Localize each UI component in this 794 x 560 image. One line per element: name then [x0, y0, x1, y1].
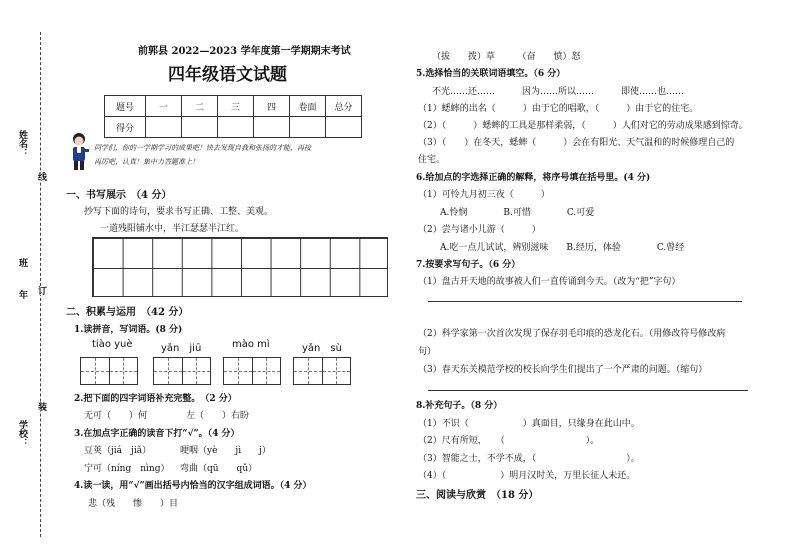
score-head-cell: 题号	[105, 96, 146, 117]
question-2: 2.把下面的四字词语补充完整。 （2 分）	[74, 394, 237, 404]
section-3-title: 三、阅读与欣赏 （18 分）	[416, 490, 539, 501]
q8-item-4: （4）（ ）明月汉时关，万里长征人未还。	[418, 471, 636, 481]
teacher-figure-icon	[68, 131, 90, 171]
score-head-cell: 一	[146, 96, 182, 117]
q7-answer-line-2[interactable]	[428, 390, 748, 391]
tips-line-1: 同学们，你的一学期学习的成果吧！快去发现自我和张扬的才能，再接	[94, 144, 311, 152]
q5-item-1: （1）蟋蟀的出名（ ）由于它的唱歌，（ ）由于它的住宅。	[418, 104, 699, 114]
tips-line-2: 再厉吧，认真！集中力答题准上！	[94, 158, 199, 166]
q8-item-1: （1）不识（ ）真面目，只缘身在此山中。	[418, 419, 640, 429]
question-4: 4.读一读，用“√”画出括号内恰当的汉字组成词语。（4 分）	[74, 481, 312, 491]
section-1-title: 一、书写展示 （4 分）	[66, 190, 172, 201]
question-1: 1.读拼音，写词语。(8 分)	[74, 325, 183, 335]
score-head-cell: 卷面	[290, 96, 326, 117]
grade-label: 年	[17, 290, 27, 299]
score-head-cell: 二	[182, 96, 218, 117]
pinyin-4: yǎn sù	[302, 343, 342, 354]
q6-item-1: （1）可怜九月初三夜（ ）	[418, 190, 550, 200]
q6-item-2-options: A.吃一点儿试试，辨别滋味 B.经历，体验 C.曾经	[440, 243, 685, 253]
pinyin-2: yǎn jiū	[161, 343, 202, 354]
score-cell[interactable]	[290, 117, 326, 138]
q8-item-2: （2）尺有所短， （ ）。	[418, 436, 600, 446]
pinyin-3: mào mì	[232, 339, 270, 350]
bind-char: 订	[36, 286, 46, 295]
q5-options: 不光……还…… 因为……所以…… 即使……也……	[432, 87, 685, 97]
q5-item-3-cont: 住宅。	[418, 155, 446, 165]
score-cell[interactable]	[326, 117, 362, 138]
writing-grid[interactable]	[92, 237, 388, 297]
section-2-title: 二、积累与运用 （42 分）	[66, 307, 189, 318]
tianzige-box-4[interactable]	[293, 357, 351, 385]
q4-item-a: 悲（残 惨 ）目	[88, 499, 179, 509]
q8-item-3: （3）智能之士，不学不成，（ ）。	[418, 454, 640, 464]
seal-char: 装	[36, 402, 46, 411]
line-char: 线	[36, 172, 46, 181]
question-3: 3.在加点字正确的读音下打“√”。（4 分）	[74, 429, 240, 439]
class-label: 班	[17, 258, 27, 267]
tianzige-box-3[interactable]	[223, 357, 281, 385]
binding-dash-line	[40, 32, 41, 537]
score-cell[interactable]	[254, 117, 290, 138]
q3-item-a: 豆荚（jiá jiǎ）	[84, 446, 152, 456]
q2-item-a: 无可（ ）何	[84, 411, 148, 421]
q5-item-3: （3）（ ）在冬天，蟋蟀（ ）会在有阳光、天气温和的时候修理自己的	[418, 138, 735, 148]
exam-subtitle: 前郭县 2022—2023 学年度第一学期期末考试	[138, 46, 351, 57]
pinyin-1: tiào yuè	[92, 339, 133, 350]
score-head-cell: 三	[218, 96, 254, 117]
score-cell[interactable]	[182, 117, 218, 138]
section-1-instruction: 抄写下面的诗句，要求书写正确、工整、美观。	[84, 207, 274, 217]
q7-item-3: （3）春天东关模范学校的校长向学生们提出了一个严肃的问题。（缩句）	[418, 365, 708, 375]
tianzige-box-2[interactable]	[153, 357, 211, 385]
question-7: 7.按要求写句子。（6 分）	[416, 260, 521, 270]
q4-item-b: （拔 拨）草 （奋 愤）怒	[432, 52, 581, 62]
q6-item-2: （2）尝与诸小儿游（ ）	[418, 225, 541, 235]
score-table	[104, 95, 362, 138]
score-head-cell: 四	[254, 96, 290, 117]
score-cell[interactable]	[146, 117, 182, 138]
q2-item-b: 左（ ）右盼	[186, 411, 250, 421]
q3-item-b: 哽咽（yè jì j）	[180, 446, 271, 456]
q3-item-c: 宁可（níng nìng）	[84, 464, 170, 474]
q7-item-1: （1）盘古开天地的故事被人们一直传诵到今天。（改为“把”字句）	[418, 277, 681, 287]
score-cell[interactable]	[218, 117, 254, 138]
q7-answer-line-1[interactable]	[428, 301, 742, 302]
q7-item-2-cont: 句）	[418, 347, 437, 357]
section-1-poem: 一道残阳铺水中，半江瑟瑟半江红。	[100, 224, 245, 234]
question-6: 6.给加点的字选择正确的解释，将序号填在括号里。(4 分)	[416, 173, 651, 183]
score-head-cell: 总分	[326, 96, 362, 117]
q3-item-d: 弯曲（qū qǔ）	[180, 464, 258, 474]
question-8: 8.补充句子。（8 分）	[416, 401, 503, 411]
q6-item-1-options: A.怜悯 B.可惜 C.可爱	[440, 208, 595, 218]
tianzige-box-1[interactable]	[80, 357, 138, 385]
q7-item-2: （2）科学家第一次首次发现了保存羽毛印痕的恐龙化石。（用修改符号修改病	[418, 329, 726, 339]
school-label: 学校：	[17, 420, 27, 447]
question-5: 5.选择恰当的关联词语填空。（6 分）	[416, 69, 566, 79]
score-label-cell: 得分	[105, 117, 146, 138]
name-label: 姓名：	[17, 130, 27, 157]
exam-title: 四年级语文试题	[168, 65, 287, 85]
q5-item-2: （2）（ ）蟋蟀的工具是那样柔弱，（ ）人们对它的劳动成果感到惊奇。	[418, 121, 748, 131]
